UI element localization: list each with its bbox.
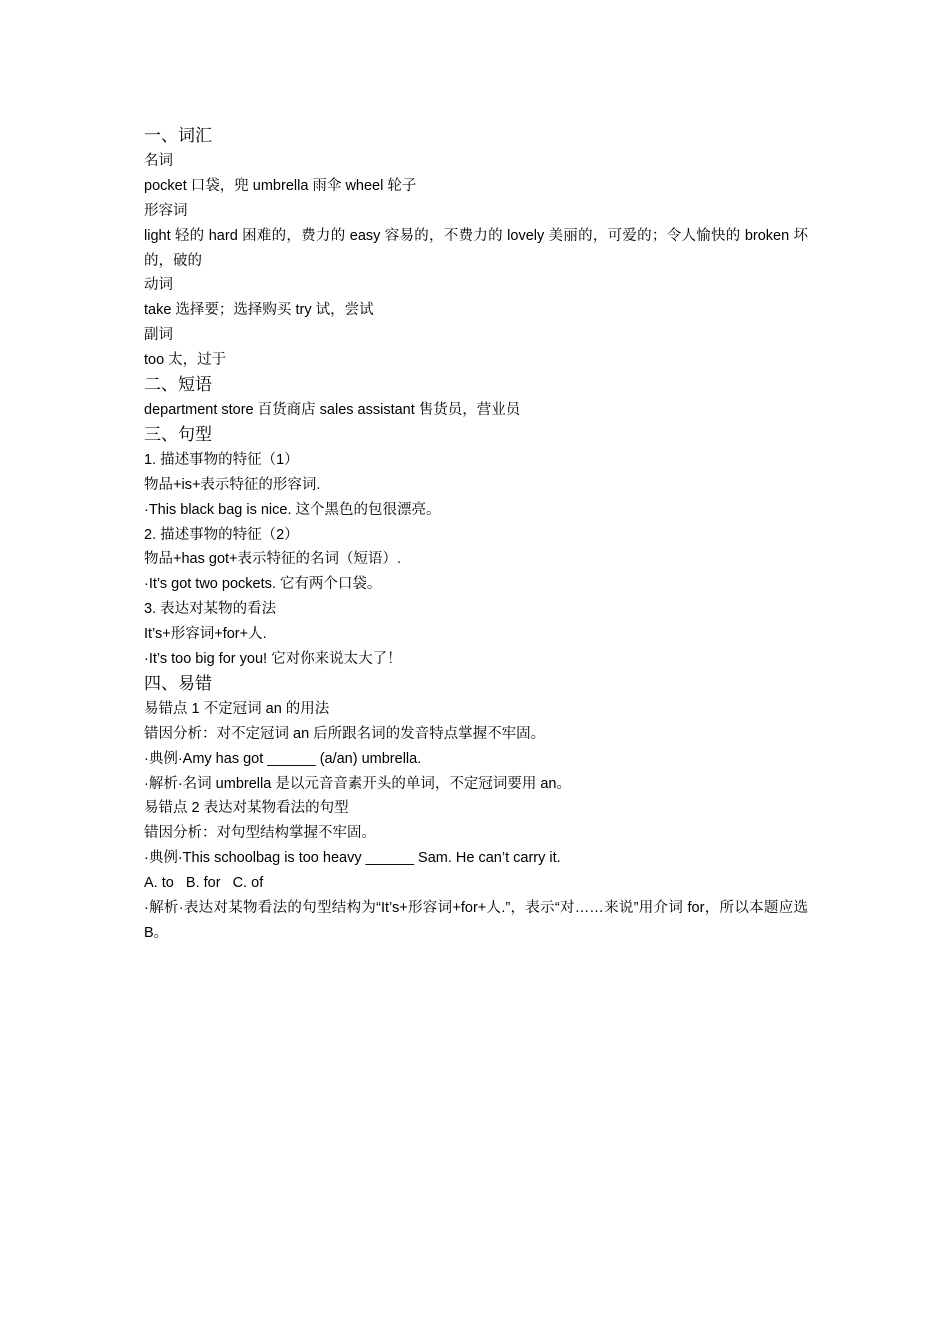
pattern-3-rule: It’s+形容词+for+人. xyxy=(144,626,267,643)
error-2-options: A. to B. for C. of xyxy=(144,875,264,892)
pattern-2-rule: 物品+has got+表示特征的名词（短语）. xyxy=(144,551,402,568)
adjective-list: light 轻的 hard 困难的，费力的 easy 容易的，不费力的 lovely 美丽的，可爱的；令人愉快的 broken 坏的，破的 xyxy=(144,227,808,269)
verb-label: 动词 xyxy=(144,277,173,294)
section-title-patterns: 三、句型 xyxy=(144,424,212,445)
error-2-reason: 错因分析：对句型结构掌握不牢固。 xyxy=(144,825,376,842)
error-1-example: ·典例·Amy has got ______ (a/an) umbrella. xyxy=(144,750,422,767)
pattern-2-title: 2. 描述事物的特征（2） xyxy=(144,526,299,543)
error-2-analysis: ·解析·表达对某物看法的句型结构为“It’s+形容词+for+人.”，表示“对……来说”用介词 for，所以本题应选 B。 xyxy=(144,900,813,941)
error-2-title: 易错点 2 表达对某物看法的句型 xyxy=(144,800,349,817)
document-page xyxy=(144,124,813,946)
noun-label: 名词 xyxy=(144,152,173,169)
section-title-errors: 四、易错 xyxy=(144,673,212,694)
error-2-example: ·典例·This schoolbag is too heavy ______ Sam. He can’t carry it. xyxy=(144,850,561,867)
pattern-1-rule: 物品+is+表示特征的形容词. xyxy=(144,476,321,493)
noun-list: pocket 口袋，兜 umbrella 雨伞 wheel 轮子 xyxy=(144,177,417,194)
adverb-label: 副词 xyxy=(144,327,173,344)
phrase-list: department store 百货商店 sales assistant 售货员，营业员 xyxy=(144,401,521,418)
error-1-reason: 错因分析：对不定冠词 an 后所跟名词的发音特点掌握不牢固。 xyxy=(144,725,546,742)
pattern-1-title: 1. 描述事物的特征（1） xyxy=(144,451,299,468)
verb-list: take 选择要；选择购买 try 试，尝试 xyxy=(144,302,374,319)
adverb-list: too 太，过于 xyxy=(144,352,227,369)
pattern-3-title: 3. 表达对某物的看法 xyxy=(144,601,277,618)
error-1-analysis: ·解析·名词 umbrella 是以元音音素开头的单词，不定冠词要用 an。 xyxy=(144,775,571,792)
pattern-3-example: ·It’s too big for you! 它对你来说太大了！ xyxy=(144,651,402,668)
error-1-title: 易错点 1 不定冠词 an 的用法 xyxy=(144,700,330,717)
pattern-1-example: ·This black bag is nice. 这个黑色的包很漂亮。 xyxy=(144,501,441,518)
section-title-phrases: 二、短语 xyxy=(144,375,212,396)
adjective-label: 形容词 xyxy=(144,202,188,219)
pattern-2-example: ·It’s got two pockets. 它有两个口袋。 xyxy=(144,576,382,593)
section-title-vocab: 一、词汇 xyxy=(144,126,212,146)
